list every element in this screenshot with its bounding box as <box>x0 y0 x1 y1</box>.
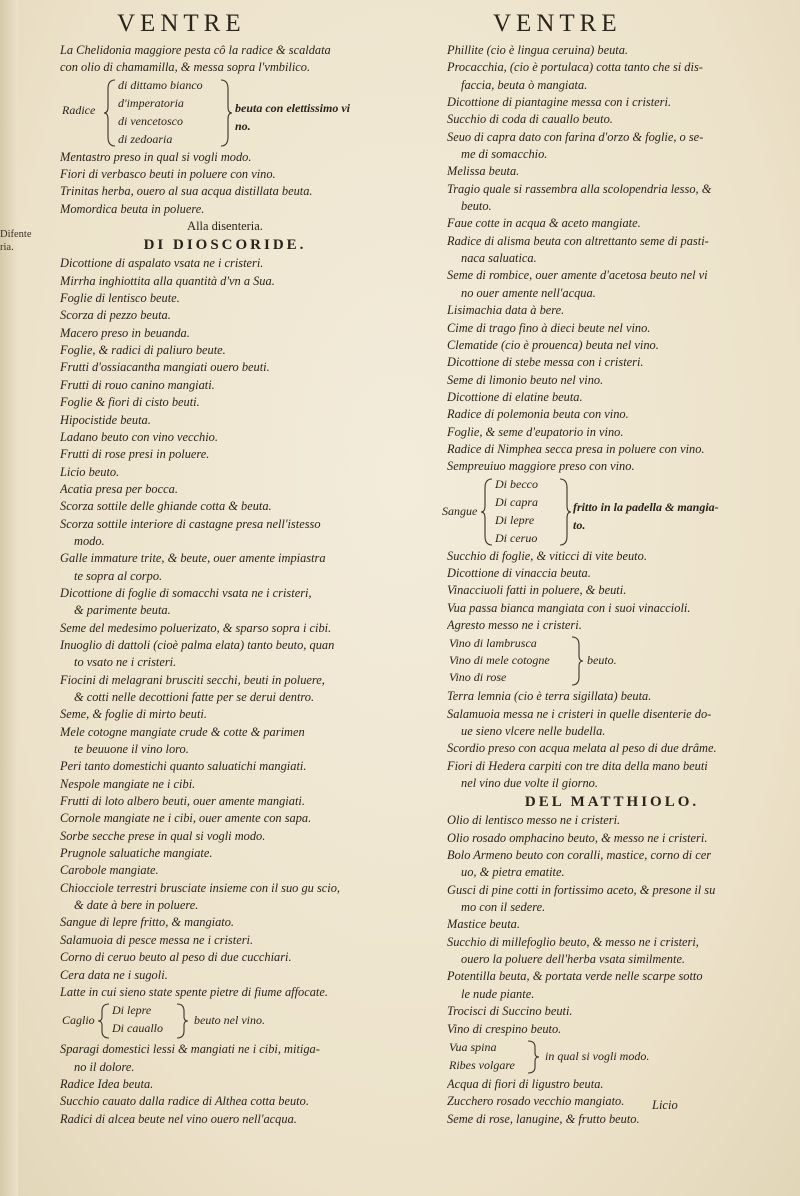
brace-item: Di ceruo <box>495 530 538 545</box>
text-line: Mentastro preso in qual si vogli modo. <box>60 149 252 164</box>
text-line: mo con il sedere. <box>461 900 546 915</box>
brace-item: Ribes volgare <box>449 1057 515 1072</box>
text-line: Latte in cui sieno state spente pietre di fiume affocate. <box>60 984 328 999</box>
margin-note-line: Difente <box>0 229 32 240</box>
text-line: Gusci di pine cotti in fortissimo aceto, & presone il su <box>447 882 716 897</box>
text-line: Trocisci di Succino beuti. <box>447 1004 573 1019</box>
text-line: Tragio quale si rassembra alla scolopendria lesso, & <box>447 181 712 196</box>
left-brace-icon <box>104 79 116 147</box>
text-line: Galle immature trite, & beute, ouer amente impiastra <box>60 551 326 566</box>
brace-result: fritto in la padella & mangia- <box>573 499 719 514</box>
text-line: naca saluatica. <box>461 251 537 266</box>
section-heading: DEL MATTHIOLO. <box>524 794 700 811</box>
text-line: Momordica beuta in poluere. <box>60 201 205 216</box>
brace-item: di zedoaria <box>118 131 173 146</box>
text-line: Seuo di capra dato con farina d'orzo & foglie, o se- <box>447 129 704 144</box>
text-line: Vinacciuoli fatti in poluere, & beuti. <box>447 583 627 598</box>
text-line: Scorza sottile interiore di castagne presa nell'istesso <box>60 516 321 531</box>
brace-result: beuta con elettissimo vi <box>235 100 350 115</box>
text-line: Dicottione di elatine beuta. <box>447 389 583 404</box>
brace-result: in qual si vogli modo. <box>545 1048 650 1063</box>
brace-item: Di lepre <box>112 1003 152 1018</box>
text-line: Seme, & foglie di mirto beuti. <box>60 707 207 722</box>
text-line: no ouer amente nell'acqua. <box>461 285 596 300</box>
brace-result: beuto. <box>587 653 617 668</box>
text-line: Zucchero rosado vecchio mangiato. <box>447 1094 625 1109</box>
right-brace-icon <box>176 1003 188 1039</box>
brace-group-sangue <box>442 476 777 548</box>
text-line: Foglie & fiori di cisto beuti. <box>60 395 200 410</box>
text-line: Macero preso in beuanda. <box>60 325 190 340</box>
left-brace-icon <box>481 478 493 546</box>
brace-item: Vua spina <box>449 1039 497 1054</box>
text-line: Hipocistide beuta. <box>60 412 151 427</box>
brace-group-vino <box>447 634 777 688</box>
left-entry-list-end <box>60 1041 390 1128</box>
text-line: Potentilla beuta, & portata verde nelle scarpe sotto <box>447 969 703 984</box>
margin-note-line: ria. <box>0 242 14 253</box>
text-line: Trinitas herba, ouero al sua acqua distillata beuta. <box>60 184 313 199</box>
right-entry-list-matthiolo <box>447 812 777 1037</box>
right-column <box>442 42 777 1128</box>
text-line: Procacchia, (cio è portulaca) cotta tanto che si dis- <box>447 60 703 75</box>
text-line: Cera data ne i sugoli. <box>60 967 168 982</box>
text-line: Frutti di loto albero beuti, ouer amente mangiati. <box>60 794 305 809</box>
text-line: Radice di Nimphea secca presa in poluere con vino. <box>447 441 705 456</box>
text-line: Olio di lentisco messo ne i cristeri. <box>447 813 621 828</box>
brace-item: di dittamo bianco <box>118 77 203 92</box>
text-line: Corno di ceruo beuto al peso di due cucchiari. <box>60 950 292 965</box>
text-line: Salamuoia di pesce messa ne i cristeri. <box>60 932 254 947</box>
brace-result: beuto nel vino. <box>194 1013 265 1028</box>
text-line: Chiocciole terrestri brusciate insieme con il suo gu scio, <box>60 880 341 895</box>
text-line: Seme di rose, lanugine, & frutto beuto. <box>447 1111 640 1126</box>
text-line: Radice di polemonia beuta con vino. <box>447 407 629 422</box>
brace-item: Vino di lambrusca <box>449 636 537 651</box>
text-line: Scorza sottile delle ghiande cotta & beuta. <box>60 499 272 514</box>
text-line: to vsato ne i cristeri. <box>74 655 177 670</box>
brace-item: Vino di rose <box>449 670 507 685</box>
text-line: beuto. <box>461 199 492 214</box>
text-line: Prugnole saluatiche mangiate. <box>60 846 213 861</box>
text-line: no il dolore. <box>74 1059 135 1074</box>
left-column <box>60 42 390 1128</box>
text-line: Fiori di verbasco beuti in poluere con vino. <box>60 167 276 182</box>
text-line: Radice di alisma beuta con altrettanto seme di pasti- <box>447 233 709 248</box>
text-line: Foglie di lentisco beute. <box>60 291 180 306</box>
margin-note <box>0 228 44 254</box>
text-line: te sopra al corpo. <box>74 568 163 583</box>
right-entry-list-end <box>447 1076 777 1128</box>
right-brace-icon <box>571 636 583 686</box>
text-line: Frutti d'ossiacantha mangiati ouero beuti. <box>60 360 270 375</box>
text-line: Lisimachia data à bere. <box>447 303 565 318</box>
text-line: Fiocini di melagrani brusciti secchi, beuti in poluere, <box>60 672 325 687</box>
brace-item: Vino di mele cotogne <box>449 653 550 668</box>
brace-group-radice <box>60 77 390 149</box>
text-line: Foglie, & radici di paliuro beute. <box>60 343 226 358</box>
text-line: Agresto messo ne i cristeri. <box>447 617 582 632</box>
text-line: faccia, beuta ò mangiata. <box>461 77 588 92</box>
text-line: Ladano beuto con vino vecchio. <box>60 429 218 444</box>
text-line: Phillite (cio è lingua ceruina) beuta. <box>447 43 628 57</box>
brace-item: Di cauallo <box>112 1021 163 1036</box>
text-line: Succhio di coda di cauallo beuto. <box>447 112 613 127</box>
text-line: ue sieno vlcere nelle budella. <box>461 724 606 738</box>
brace-item: Di capra <box>495 494 538 509</box>
text-line: Vino di crespino beuto. <box>447 1021 562 1036</box>
text-line: & date à bere in poluere. <box>74 898 199 913</box>
text-line: Dicottione di piantagine messa con i cristeri. <box>447 95 672 110</box>
right-brace-icon <box>220 79 232 147</box>
right-entry-list-mid <box>447 548 777 635</box>
brace-group-caglio <box>60 1001 390 1041</box>
text-line: Radice Idea beuta. <box>60 1076 154 1091</box>
right-entry-list-after <box>447 688 777 792</box>
text-line: le nude piante. <box>461 986 535 1001</box>
brace-label: Caglio <box>62 1013 95 1028</box>
brace-item: d'imperatoria <box>118 95 184 110</box>
text-line: Sorbe secche prese in qual si vogli modo. <box>60 828 266 843</box>
text-line: Nespole mangiate ne i cibi. <box>60 776 196 791</box>
text-line: Dicottione di vinaccia beuta. <box>447 565 591 580</box>
text-line: uo, & pietra ematite. <box>461 865 565 880</box>
section-heading: DI DIOSCORIDE. <box>143 237 307 254</box>
text-line: & parimente beuta. <box>74 603 171 618</box>
text-line: Seme di rombice, ouer amente d'acetosa beuto nel vi <box>447 268 708 283</box>
brace-group-vua <box>447 1038 777 1076</box>
text-line: Carobole mangiate. <box>60 863 159 878</box>
text-line: modo. <box>74 533 105 548</box>
text-line: Faue cotte in acqua & aceto mangiate. <box>447 216 641 231</box>
running-header-left: VENTRE <box>117 10 246 37</box>
text-line: Acatia presa per bocca. <box>60 481 178 496</box>
text-line: Radici di alcea beute nel vino ouero nell'acqua. <box>60 1111 297 1126</box>
text-line: Frutti di rose presi in poluere. <box>60 447 210 462</box>
brace-item: Di becco <box>495 476 538 491</box>
brace-item: di vencetosco <box>118 113 183 128</box>
right-entry-list <box>447 42 777 476</box>
text-line: te beuuone il vino loro. <box>74 742 189 757</box>
text-line: Scordio preso con acqua melata al peso di due drâme. <box>447 741 717 756</box>
page-gutter <box>0 0 18 1196</box>
text-line: Licio beuto. <box>60 464 120 479</box>
text-line: nel vino due volte il giorno. <box>461 776 598 791</box>
brace-label: Radice <box>62 102 96 117</box>
text-line: Sparagi domestici lessi & mangiati ne i cibi, mitiga- <box>60 1042 320 1057</box>
text-line: Dicottione di stebe messa con i cristeri. <box>447 355 644 370</box>
text-line: Mele cotogne mangiate crude & cotte & parimen <box>60 724 305 739</box>
text-line: Dicottione di aspalato vsata ne i cristeri. <box>60 256 264 271</box>
text-line: Scorza di pezzo beuta. <box>60 308 171 323</box>
text-line: ouero la poluere dell'herba vsata similmente. <box>461 952 686 967</box>
text-line: Mirrha inghiottita alla quantità d'vn a Sua. <box>60 273 275 288</box>
text-line: Dicottione di foglie di somacchi vsata ne i cristeri, <box>60 585 312 600</box>
right-brace-icon <box>559 478 571 546</box>
left-brace-icon <box>98 1003 110 1039</box>
brace-result: no. <box>235 118 251 133</box>
text-line: Inuoglio di dattoli (cioè palma elata) tanto beuto, quan <box>60 637 335 652</box>
text-line: Cime di trago fino à dieci beute nel vino. <box>447 320 651 335</box>
running-header-right: VENTRE <box>493 10 622 37</box>
brace-item: Di lepre <box>495 512 535 527</box>
section-subheading: Alla disenteria. <box>187 219 263 234</box>
text-line: Mastice beuta. <box>447 917 520 932</box>
text-line: Terra lemnia (cio è terra sigillata) beuta. <box>447 689 652 704</box>
text-line: Succhio cauato dalla radice di Althea cotta beuto. <box>60 1094 309 1109</box>
text-line: Seme del medesimo poluerizato, & sparso sopra i cibi. <box>60 620 332 635</box>
text-line: con olio di chamamilla, & messa sopra l'vmbilico. <box>60 60 311 75</box>
text-line: Foglie, & seme d'eupatorio in vino. <box>447 424 624 439</box>
text-line: Salamuoia messa ne i cristeri in quelle disenterie do- <box>447 706 712 721</box>
text-line: Olio rosado omphacino beuto, & messo ne i cristeri. <box>447 830 708 845</box>
text-line: & cotti nelle decottioni fatte per se derui dentro. <box>74 690 315 704</box>
text-line: Cornole mangiate ne i cibi, ouer amente con sapa. <box>60 811 312 826</box>
text-line: Peri tanto domestichi quanto saluatichi mangiati. <box>60 759 307 774</box>
text-line: Seme di limonio beuto nel vino. <box>447 372 604 387</box>
text-line: Vua passa bianca mangiata con i suoi vinaccioli. <box>447 600 691 615</box>
brace-result: to. <box>573 517 586 532</box>
text-line: Sangue di lepre fritto, & mangiato. <box>60 915 235 930</box>
text-line: Succhio di foglie, & viticci di vite beuto. <box>447 548 647 563</box>
catchword: Licio <box>652 1098 678 1112</box>
right-brace-icon <box>527 1040 539 1074</box>
text-line: Melissa beuta. <box>447 164 520 179</box>
text-line: Clematide (cio è prouenca) beuta nel vino. <box>447 337 659 352</box>
text-line: Frutti di rouo canino mangiati. <box>60 377 215 392</box>
text-line: Fiori di Hedera carpiti con tre dita della mano beuti <box>447 758 708 773</box>
text-line: Sempreuiuo maggiore preso con vino. <box>447 459 635 474</box>
text-line: Succhio di millefoglio beuto, & messo ne i cristeri, <box>447 934 699 949</box>
text-line: Acqua di fiori di ligustro beuta. <box>447 1076 604 1091</box>
brace-label: Sangue <box>442 503 478 518</box>
text-line: La Chelidonia maggiore pesta cô la radice & scaldata <box>60 43 331 57</box>
text-line: me di somacchio. <box>461 147 548 162</box>
text-line: Bolo Armeno beuto con coralli, mastice, corno di cer <box>447 848 712 863</box>
left-entry-list <box>60 255 390 1001</box>
